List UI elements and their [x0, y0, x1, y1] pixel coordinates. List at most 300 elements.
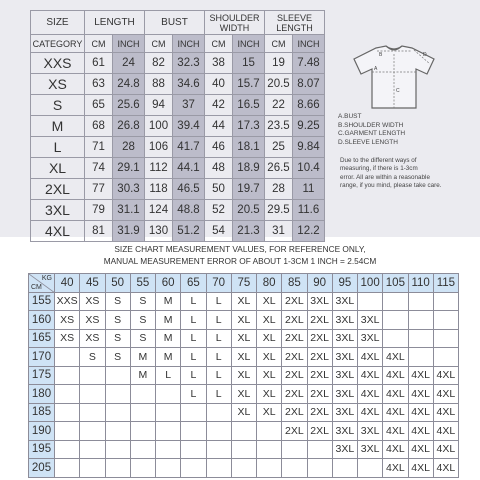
length-cm-cell: 63	[85, 74, 113, 95]
size-recommendation-cell: XL	[257, 348, 282, 367]
length-in-cell: 24.8	[113, 74, 145, 95]
size-recommendation-cell	[156, 385, 181, 404]
bust-in-cell: 44.1	[173, 158, 205, 179]
size-recommendation-cell	[358, 292, 383, 311]
size-row	[31, 74, 325, 95]
sleeve-cm-cell: 29.5	[265, 200, 293, 221]
length-in-cell: 29.1	[113, 158, 145, 179]
size-recommendation-cell	[257, 422, 282, 441]
bust-cm-cell: 82	[145, 53, 173, 74]
size-recommendation-cell	[55, 440, 80, 459]
length-header: LENGTH	[85, 11, 145, 35]
bust-in-cell: 46.5	[173, 179, 205, 200]
size-recommendation-cell	[55, 403, 80, 422]
size-recommendation-cell: 2XL	[282, 366, 307, 385]
kg-header-cell: 65	[181, 274, 206, 293]
size-recommendation-cell	[156, 440, 181, 459]
size-recommendation-cell: 4XL	[433, 459, 458, 478]
kg-header-cell: 110	[408, 274, 433, 293]
size-recommendation-cell: XL	[257, 366, 282, 385]
size-recommendation-cell: M	[156, 292, 181, 311]
length-cm-cell: 74	[85, 158, 113, 179]
bust-in-cell: 51.2	[173, 221, 205, 242]
caption-line-1: SIZE CHART MEASUREMENT VALUES, FOR REFERENCE ONLY,	[114, 244, 366, 254]
sleeve-in-cell: 8.07	[293, 74, 325, 95]
diagram-label-d: D	[423, 52, 427, 58]
tshirt-diagram	[330, 42, 458, 112]
size-recommendation-cell	[206, 403, 231, 422]
size-recommendation-cell: 2XL	[282, 385, 307, 404]
size-recommendation-cell	[105, 403, 130, 422]
size-row	[31, 179, 325, 200]
cm-header-cell: 190	[29, 422, 55, 441]
length-in-cell: 24	[113, 53, 145, 74]
length-in-cell: 31.9	[113, 221, 145, 242]
size-recommendation-cell: S	[105, 348, 130, 367]
length-cm-cell: 79	[85, 200, 113, 221]
cm-header-cell: 195	[29, 440, 55, 459]
size-recommendation-cell: XL	[231, 348, 256, 367]
size-recommendation-cell: 3XL	[332, 440, 357, 459]
length-in-cell: 28	[113, 137, 145, 158]
size-recommendation-cell: XXS	[55, 292, 80, 311]
bust-cm-cell: 124	[145, 200, 173, 221]
size-recommendation-cell: M	[130, 348, 155, 367]
size-recommendation-cell: XS	[55, 329, 80, 348]
height-row	[29, 311, 459, 330]
size-recommendation-cell: XL	[231, 385, 256, 404]
size-row	[31, 95, 325, 116]
length-cm-cell: 81	[85, 221, 113, 242]
size-recommendation-cell: 2XL	[307, 311, 332, 330]
sleeve-inch-header: INCH	[293, 35, 325, 53]
size-recommendation-cell: 4XL	[383, 422, 408, 441]
kg-header-cell: 115	[433, 274, 458, 293]
size-recommendation-cell: 2XL	[307, 385, 332, 404]
length-in-cell: 31.1	[113, 200, 145, 221]
size-recommendation-cell: 4XL	[433, 403, 458, 422]
sleeve-cm-cell: 23.5	[265, 116, 293, 137]
size-recommendation-cell	[181, 440, 206, 459]
sleeve-in-cell: 8.66	[293, 95, 325, 116]
size-recommendation-cell: S	[130, 311, 155, 330]
size-recommendation-cell: XL	[257, 311, 282, 330]
size-recommendation-cell	[55, 348, 80, 367]
size-recommendation-cell	[55, 385, 80, 404]
kg-header-cell: 55	[130, 274, 155, 293]
size-recommendation-cell: 2XL	[282, 403, 307, 422]
disclaimer-line: measuring, if there is 1-3cm	[340, 165, 418, 173]
bust-inch-header: INCH	[173, 35, 205, 53]
sleeve-length-header: SLEEVE LENGTH	[265, 11, 325, 35]
size-label: 4XL	[31, 221, 85, 242]
size-row	[31, 116, 325, 137]
cm-header-cell: 170	[29, 348, 55, 367]
shoulder-cm-cell: 42	[205, 95, 233, 116]
length-cm-cell: 68	[85, 116, 113, 137]
size-recommendation-cell: L	[181, 292, 206, 311]
size-recommendation-cell	[156, 422, 181, 441]
size-recommendation-cell	[433, 292, 458, 311]
kg-header-cell: 90	[307, 274, 332, 293]
bust-in-cell: 37	[173, 95, 205, 116]
length-cm-cell: 61	[85, 53, 113, 74]
size-recommendation-cell	[80, 422, 105, 441]
sleeve-in-cell: 11	[293, 179, 325, 200]
cm-header-cell: 205	[29, 459, 55, 478]
size-row	[31, 200, 325, 221]
sleeve-cm-cell: 25	[265, 137, 293, 158]
corner-cm-label: CM	[31, 283, 42, 291]
size-recommendation-cell: 4XL	[383, 459, 408, 478]
size-recommendation-cell: 4XL	[383, 348, 408, 367]
size-recommendation-cell	[257, 440, 282, 459]
size-recommendation-cell	[408, 329, 433, 348]
bust-in-cell: 39.4	[173, 116, 205, 137]
size-recommendation-cell: 4XL	[408, 385, 433, 404]
size-recommendation-cell	[358, 459, 383, 478]
size-recommendation-cell: XL	[257, 329, 282, 348]
size-recommendation-cell	[257, 459, 282, 478]
size-chart-table	[30, 10, 325, 242]
size-recommendation-cell	[433, 329, 458, 348]
size-recommendation-cell	[206, 440, 231, 459]
shoulder-in-cell: 18.1	[233, 137, 265, 158]
size-recommendation-cell	[408, 292, 433, 311]
kg-header-cell: 80	[257, 274, 282, 293]
size-recommendation-cell	[80, 459, 105, 478]
diagram-label-a: A	[374, 66, 378, 72]
kg-header-cell: 70	[206, 274, 231, 293]
size-recommendation-cell: XL	[231, 292, 256, 311]
size-recommendation-cell: 4XL	[433, 366, 458, 385]
length-inch-header: INCH	[113, 35, 145, 53]
length-in-cell: 30.3	[113, 179, 145, 200]
bust-cm-cell: 106	[145, 137, 173, 158]
height-row	[29, 366, 459, 385]
size-recommendation-cell: 4XL	[408, 459, 433, 478]
legend-item: C.GARMENT LENGTH	[338, 130, 406, 138]
size-recommendation-cell	[181, 459, 206, 478]
size-recommendation-cell	[332, 459, 357, 478]
size-recommendation-cell	[105, 366, 130, 385]
size-recommendation-cell: 4XL	[408, 422, 433, 441]
shoulder-cm-cell: 40	[205, 74, 233, 95]
size-recommendation-grid	[28, 273, 459, 478]
shoulder-in-cell: 19.7	[233, 179, 265, 200]
cm-header-cell: 155	[29, 292, 55, 311]
size-recommendation-cell	[433, 311, 458, 330]
size-recommendation-cell: 4XL	[383, 440, 408, 459]
size-recommendation-cell	[408, 348, 433, 367]
size-recommendation-cell: 3XL	[332, 403, 357, 422]
size-recommendation-cell: 3XL	[332, 348, 357, 367]
kg-header-cell: 45	[80, 274, 105, 293]
size-recommendation-cell	[156, 403, 181, 422]
height-row	[29, 422, 459, 441]
size-recommendation-cell	[80, 440, 105, 459]
size-recommendation-cell: 2XL	[282, 329, 307, 348]
size-recommendation-cell: 3XL	[332, 385, 357, 404]
kg-cm-corner	[29, 274, 55, 293]
cm-header-cell: 160	[29, 311, 55, 330]
sleeve-in-cell: 9.84	[293, 137, 325, 158]
size-label: 3XL	[31, 200, 85, 221]
chart-caption	[0, 243, 480, 267]
length-cm-cell: 65	[85, 95, 113, 116]
size-recommendation-cell	[55, 366, 80, 385]
size-recommendation-cell	[282, 459, 307, 478]
sleeve-in-cell: 9.25	[293, 116, 325, 137]
size-recommendation-cell	[130, 440, 155, 459]
size-recommendation-cell: 3XL	[332, 292, 357, 311]
size-recommendation-cell	[156, 459, 181, 478]
size-recommendation-cell	[80, 366, 105, 385]
bust-cm-cell: 88	[145, 74, 173, 95]
height-row	[29, 292, 459, 311]
length-in-cell: 25.6	[113, 95, 145, 116]
sleeve-cm-cell: 20.5	[265, 74, 293, 95]
height-row	[29, 385, 459, 404]
size-recommendation-cell	[307, 459, 332, 478]
kg-header-cell: 105	[383, 274, 408, 293]
diagram-label-c: C	[396, 88, 400, 94]
size-chart-panel	[0, 0, 480, 237]
size-recommendation-cell: L	[181, 385, 206, 404]
shoulder-in-cell: 16.5	[233, 95, 265, 116]
size-recommendation-cell: 2XL	[307, 329, 332, 348]
size-recommendation-cell: 2XL	[307, 403, 332, 422]
size-recommendation-cell	[383, 311, 408, 330]
size-recommendation-cell: 4XL	[383, 403, 408, 422]
size-recommendation-cell	[181, 403, 206, 422]
size-recommendation-cell	[307, 440, 332, 459]
size-recommendation-cell	[80, 385, 105, 404]
size-recommendation-cell: 3XL	[358, 311, 383, 330]
size-recommendation-cell	[130, 422, 155, 441]
size-header: SIZE	[31, 11, 85, 35]
size-recommendation-cell	[231, 422, 256, 441]
diagram-label-b: B	[379, 52, 383, 58]
height-row	[29, 329, 459, 348]
size-recommendation-cell: XL	[257, 385, 282, 404]
bust-cm-header: CM	[145, 35, 173, 53]
size-recommendation-cell	[130, 385, 155, 404]
size-label: 2XL	[31, 179, 85, 200]
size-recommendation-cell	[105, 459, 130, 478]
size-recommendation-cell: XL	[231, 311, 256, 330]
sleeve-cm-cell: 19	[265, 53, 293, 74]
size-recommendation-cell: 2XL	[282, 292, 307, 311]
size-recommendation-cell: L	[206, 292, 231, 311]
bust-cm-cell: 94	[145, 95, 173, 116]
size-recommendation-cell	[383, 292, 408, 311]
shoulder-in-cell: 18.9	[233, 158, 265, 179]
size-recommendation-cell: 4XL	[433, 385, 458, 404]
length-cm-cell: 77	[85, 179, 113, 200]
size-label: S	[31, 95, 85, 116]
size-recommendation-cell: L	[206, 385, 231, 404]
size-label: M	[31, 116, 85, 137]
size-label: XXS	[31, 53, 85, 74]
size-recommendation-cell	[105, 422, 130, 441]
height-row	[29, 459, 459, 478]
shoulder-cm-cell: 46	[205, 137, 233, 158]
kg-header-row	[29, 274, 459, 293]
size-recommendation-cell	[206, 459, 231, 478]
size-row	[31, 137, 325, 158]
size-recommendation-cell: 2XL	[307, 366, 332, 385]
shoulder-cm-cell: 50	[205, 179, 233, 200]
bust-cm-cell: 100	[145, 116, 173, 137]
measurement-legend	[338, 113, 478, 147]
size-recommendation-cell: 2XL	[282, 311, 307, 330]
size-recommendation-cell: XS	[55, 311, 80, 330]
shoulder-cm-header: CM	[205, 35, 233, 53]
kg-header-cell: 85	[282, 274, 307, 293]
legend-item: A.BUST	[338, 113, 362, 120]
length-in-cell: 26.8	[113, 116, 145, 137]
size-recommendation-cell: 4XL	[358, 366, 383, 385]
sleeve-cm-header: CM	[265, 35, 293, 53]
size-recommendation-cell: XS	[80, 292, 105, 311]
size-recommendation-cell: L	[181, 366, 206, 385]
size-recommendation-cell	[433, 348, 458, 367]
shoulder-cm-cell: 48	[205, 158, 233, 179]
shoulder-in-cell: 15	[233, 53, 265, 74]
shoulder-in-cell: 15.7	[233, 74, 265, 95]
size-recommendation-cell: L	[206, 329, 231, 348]
size-recommendation-cell	[130, 459, 155, 478]
size-recommendation-cell: XL	[257, 403, 282, 422]
size-recommendation-cell: 4XL	[433, 440, 458, 459]
kg-header-cell: 95	[332, 274, 357, 293]
shoulder-cm-cell: 52	[205, 200, 233, 221]
height-row	[29, 403, 459, 422]
size-recommendation-cell	[231, 440, 256, 459]
size-recommendation-cell: XS	[80, 311, 105, 330]
size-row	[31, 53, 325, 74]
size-recommendation-cell	[181, 422, 206, 441]
caption-line-2: MANUAL MEASUREMENT ERROR OF ABOUT 1-3CM 1 INCH = 2.54CM	[103, 256, 377, 266]
shoulder-cm-cell: 54	[205, 221, 233, 242]
shoulder-cm-cell: 38	[205, 53, 233, 74]
kg-header-cell: 50	[105, 274, 130, 293]
size-recommendation-cell: L	[156, 366, 181, 385]
size-recommendation-cell	[80, 403, 105, 422]
size-recommendation-cell: S	[105, 292, 130, 311]
size-recommendation-cell: 3XL	[332, 422, 357, 441]
bust-header: BUST	[145, 11, 205, 35]
size-recommendation-cell: 4XL	[408, 366, 433, 385]
size-recommendation-cell: S	[130, 329, 155, 348]
legend-item: B.SHOULDER WIDTH	[338, 121, 404, 129]
size-recommendation-cell: M	[156, 311, 181, 330]
size-recommendation-cell: 4XL	[358, 385, 383, 404]
bust-cm-cell: 112	[145, 158, 173, 179]
cm-header-cell: 180	[29, 385, 55, 404]
size-recommendation-cell: 3XL	[332, 366, 357, 385]
sleeve-cm-cell: 26.5	[265, 158, 293, 179]
shoulder-width-header: SHOULDER WIDTH	[205, 11, 265, 35]
size-recommendation-cell: L	[206, 311, 231, 330]
size-recommendation-cell	[55, 459, 80, 478]
size-recommendation-cell: 2XL	[307, 422, 332, 441]
bust-in-cell: 34.6	[173, 74, 205, 95]
size-recommendation-cell	[130, 403, 155, 422]
size-recommendation-cell	[55, 422, 80, 441]
size-recommendation-cell: 4XL	[358, 348, 383, 367]
kg-header-cell: 60	[156, 274, 181, 293]
tshirt-outline-icon	[330, 42, 458, 112]
bust-in-cell: 32.3	[173, 53, 205, 74]
size-recommendation-cell	[383, 329, 408, 348]
size-recommendation-cell: 4XL	[358, 403, 383, 422]
sleeve-in-cell: 10.4	[293, 158, 325, 179]
kg-header-cell: 100	[358, 274, 383, 293]
cm-header-cell: 185	[29, 403, 55, 422]
size-label: XL	[31, 158, 85, 179]
size-recommendation-cell: XS	[80, 329, 105, 348]
sleeve-cm-cell: 22	[265, 95, 293, 116]
size-recommendation-cell: 2XL	[282, 422, 307, 441]
size-recommendation-cell	[231, 459, 256, 478]
size-recommendation-cell: S	[80, 348, 105, 367]
size-recommendation-cell: 2XL	[307, 348, 332, 367]
sleeve-in-cell: 12.2	[293, 221, 325, 242]
measurement-disclaimer	[340, 157, 475, 191]
size-recommendation-cell: S	[130, 292, 155, 311]
shoulder-in-cell: 17.3	[233, 116, 265, 137]
height-row	[29, 440, 459, 459]
bust-in-cell: 41.7	[173, 137, 205, 158]
size-recommendation-cell: M	[156, 329, 181, 348]
size-recommendation-cell: XL	[231, 403, 256, 422]
size-recommendation-cell: S	[105, 329, 130, 348]
size-recommendation-cell: M	[130, 366, 155, 385]
size-recommendation-cell: 4XL	[383, 385, 408, 404]
size-recommendation-cell	[206, 422, 231, 441]
bust-cm-cell: 118	[145, 179, 173, 200]
size-recommendation-cell: 3XL	[307, 292, 332, 311]
size-recommendation-cell: 4XL	[433, 422, 458, 441]
kg-header-cell: 75	[231, 274, 256, 293]
size-recommendation-cell: L	[206, 348, 231, 367]
disclaimer-line: range, if you mind, please take care.	[340, 182, 442, 190]
size-recommendation-cell	[105, 385, 130, 404]
shoulder-in-cell: 20.5	[233, 200, 265, 221]
disclaimer-line: Due to the different ways of	[340, 157, 417, 164]
bust-in-cell: 48.8	[173, 200, 205, 221]
size-label: XS	[31, 74, 85, 95]
size-recommendation-cell: 2XL	[282, 348, 307, 367]
shoulder-inch-header: INCH	[233, 35, 265, 53]
shoulder-cm-cell: 44	[205, 116, 233, 137]
length-cm-header: CM	[85, 35, 113, 53]
disclaimer-line: error. All are within a reasonable	[340, 173, 430, 181]
kg-header-cell: 40	[55, 274, 80, 293]
cm-header-cell: 165	[29, 329, 55, 348]
size-recommendation-cell: L	[181, 348, 206, 367]
category-header: CATEGORY	[31, 35, 85, 53]
sleeve-cm-cell: 31	[265, 221, 293, 242]
size-recommendation-cell: M	[156, 348, 181, 367]
size-recommendation-cell: L	[181, 311, 206, 330]
size-row	[31, 158, 325, 179]
sleeve-cm-cell: 28	[265, 179, 293, 200]
size-recommendation-cell: 3XL	[332, 329, 357, 348]
size-recommendation-cell: 3XL	[358, 440, 383, 459]
